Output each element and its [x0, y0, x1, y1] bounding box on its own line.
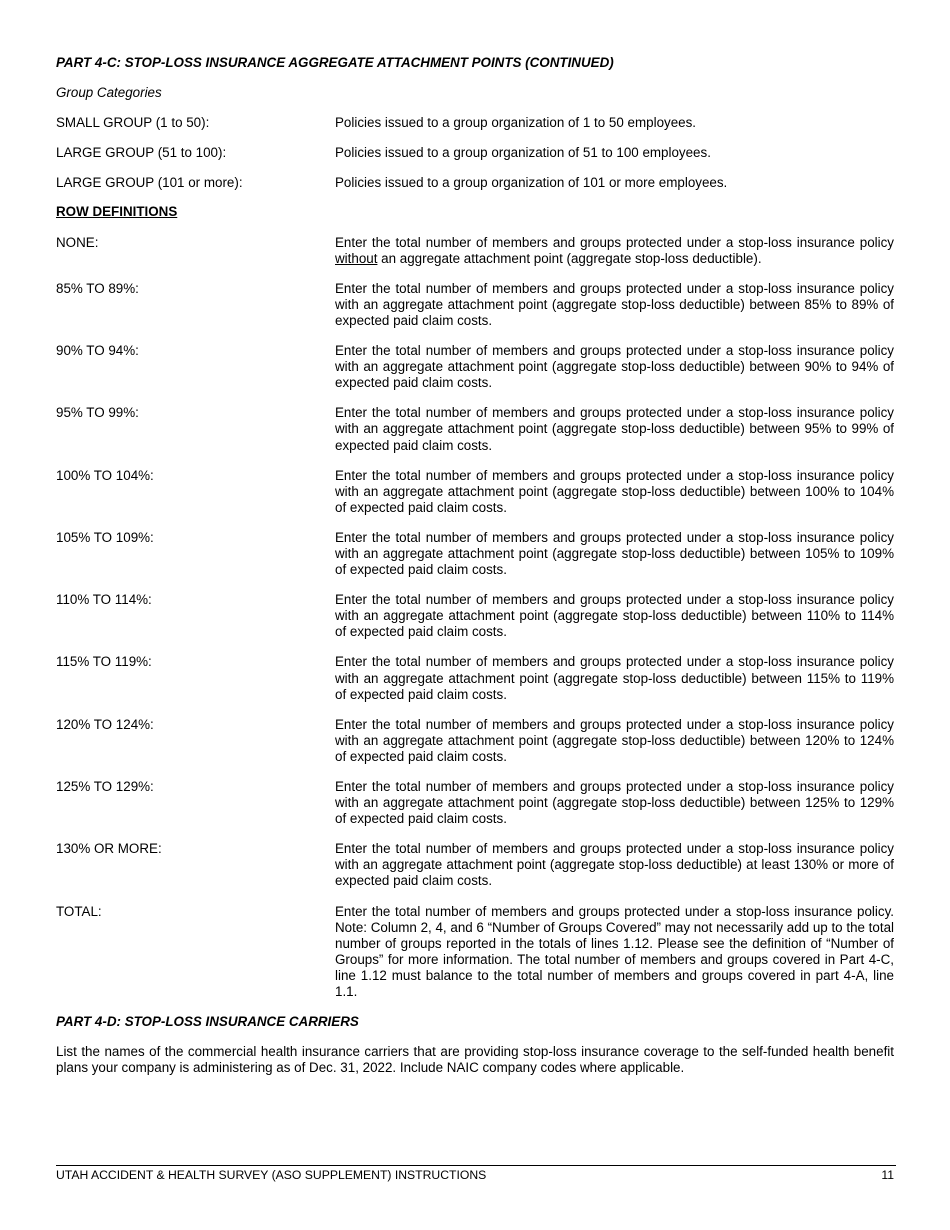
group-definition: Policies issued to a group organization of 1 to 50 employees. — [335, 115, 697, 131]
page-footer — [56, 1168, 894, 1182]
group-term: SMALL GROUP (1 to 50): — [56, 115, 210, 131]
row-definition — [56, 904, 894, 1001]
row-definition-text — [335, 235, 894, 267]
row-definition — [56, 235, 894, 267]
row-definition-text — [335, 468, 894, 516]
row-term: NONE: — [56, 234, 99, 250]
row-definition-text — [335, 530, 894, 578]
row-term: 115% TO 119%: — [56, 654, 152, 670]
definition-text: Enter the total number of members and groups protected under a stop-loss insurance policy with an aggregate attachment point (aggregate stop-loss deductible) between 110% to 114% of expected paid claim costs. — [335, 592, 894, 640]
row-definition — [56, 405, 894, 453]
row-definition — [56, 343, 894, 391]
row-definition — [56, 592, 894, 640]
part-4c-title: PART 4-C: STOP-LOSS INSURANCE AGGREGATE ATTACHMENT POINTS (CONTINUED) — [56, 55, 614, 70]
group-term: LARGE GROUP (51 to 100): — [56, 145, 227, 161]
group-row-small — [56, 115, 894, 131]
row-definition-text — [335, 841, 894, 889]
group-term: LARGE GROUP (101 or more): — [56, 175, 243, 191]
row-term: TOTAL: — [56, 903, 102, 919]
row-term: 130% OR MORE: — [56, 841, 162, 857]
row-definition-text — [335, 405, 894, 453]
definition-text: Enter the total number of members and groups protected under a stop-loss insurance policy with an aggregate attachment point (aggregate stop-loss deductible) between 85% to 89% of expected paid claim costs. — [335, 280, 894, 328]
row-term: 85% TO 89%: — [56, 280, 139, 296]
row-definition — [56, 654, 894, 702]
row-definition — [56, 779, 894, 827]
group-definition: Policies issued to a group organization of 51 to 100 employees. — [335, 145, 711, 161]
definition-text: Enter the total number of members and groups protected under a stop-loss insurance policy with an aggregate attachment point (aggregate stop-loss deductible) between 125% to 129% of expected paid claim costs. — [335, 779, 894, 827]
definition-text: Enter the total number of members and groups protected under a stop-loss insurance policy with an aggregate attachment point (aggregate stop-loss deductible) at least 130% or more of expected paid claim costs. — [335, 841, 894, 889]
definition-text: Enter the total number of members and groups protected under a stop-loss insurance policy with an aggregate attachment point (aggregate stop-loss deductible) between 100% to 104% of expected paid claim costs. — [335, 467, 894, 515]
row-definitions-list — [56, 235, 894, 1001]
row-definition-text — [335, 717, 894, 765]
definition-text: Enter the total number of members and groups protected under a stop-loss insurance policy with an aggregate attachment point (aggregate stop-loss deductible) between 95% to 99% of expected paid claim costs. — [335, 405, 894, 453]
definition-text: Enter the total number of members and groups protected under a stop-loss insurance policy with an aggregate attachment point (aggregate stop-loss deductible) between 105% to 109% of expected paid claim costs. — [335, 529, 894, 578]
row-definition-text — [335, 779, 894, 827]
row-definition — [56, 717, 894, 765]
row-term: 105% TO 109%: — [56, 529, 154, 545]
definition-text: Enter the total number of members and groups protected under a stop-loss insurance policy with an aggregate attachment point (aggregate stop-loss deductible) between 115% to 119% of expected paid claim costs. — [335, 654, 894, 702]
row-definition-text — [335, 281, 894, 329]
row-definition — [56, 468, 894, 516]
page-content — [56, 55, 894, 1076]
row-definition — [56, 530, 894, 578]
row-definition-text — [335, 343, 894, 391]
definition-text: Enter the total number of members and groups protected under a stop-loss insurance policy — [335, 234, 894, 250]
definition-text: Enter the total number of members and groups protected under a stop-loss insurance policy. Note: Column 2, 4, and 6 “Number of Groups Covered” may not necessarily add up to the total number of groups reported in the totals of lines 1.12. Please see the definition of “Number of Groups” for more information. The total number of members and groups covered in Part 4-C, line 1.12 must balance to the total number of members and groups covered in part 4-A, line 1.1. — [335, 903, 894, 1000]
row-term: 90% TO 94%: — [56, 343, 139, 359]
row-definition-text — [335, 904, 894, 1001]
group-row-large-51 — [56, 145, 894, 161]
row-term: 100% TO 104%: — [56, 467, 154, 483]
row-definition-text — [335, 592, 894, 640]
footer-title: UTAH ACCIDENT & HEALTH SURVEY (ASO SUPPLEMENT) INSTRUCTIONS — [56, 1168, 487, 1182]
row-definition — [56, 841, 894, 889]
row-definitions-heading: ROW DEFINITIONS — [56, 204, 178, 220]
definition-text: Enter the total number of members and groups protected under a stop-loss insurance policy with an aggregate attachment point (aggregate stop-loss deductible) between 90% to 94% of expected paid claim costs. — [335, 343, 894, 391]
group-row-large-101 — [56, 175, 894, 191]
group-definition: Policies issued to a group organization of 101 or more employees. — [335, 175, 728, 191]
footer-rule — [56, 1165, 896, 1166]
row-definition — [56, 281, 894, 329]
definition-emphasis: without — [335, 250, 378, 266]
group-categories-label: Group Categories — [56, 85, 162, 101]
row-term: 120% TO 124%: — [56, 716, 154, 732]
row-term: 125% TO 129%: — [56, 779, 154, 794]
page-number: 11 — [881, 1168, 894, 1182]
row-term: 110% TO 114%: — [56, 592, 152, 608]
definition-text-end: an aggregate attachment point (aggregate stop-loss deductible). — [377, 250, 762, 266]
row-definition-text — [335, 654, 894, 702]
definition-text: Enter the total number of members and groups protected under a stop-loss insurance policy with an aggregate attachment point (aggregate stop-loss deductible) between 120% to 124% of expected paid claim costs. — [335, 716, 894, 764]
part-4d-body: List the names of the commercial health insurance carriers that are providing stop-loss insurance coverage to the self-funded health benefit plans your company is administering as of Dec. 31, 2022. Include NAIC company codes where applicable. — [56, 1044, 894, 1076]
part-4d-title: PART 4-D: STOP-LOSS INSURANCE CARRIERS — [56, 1014, 359, 1030]
row-term: 95% TO 99%: — [56, 405, 139, 421]
